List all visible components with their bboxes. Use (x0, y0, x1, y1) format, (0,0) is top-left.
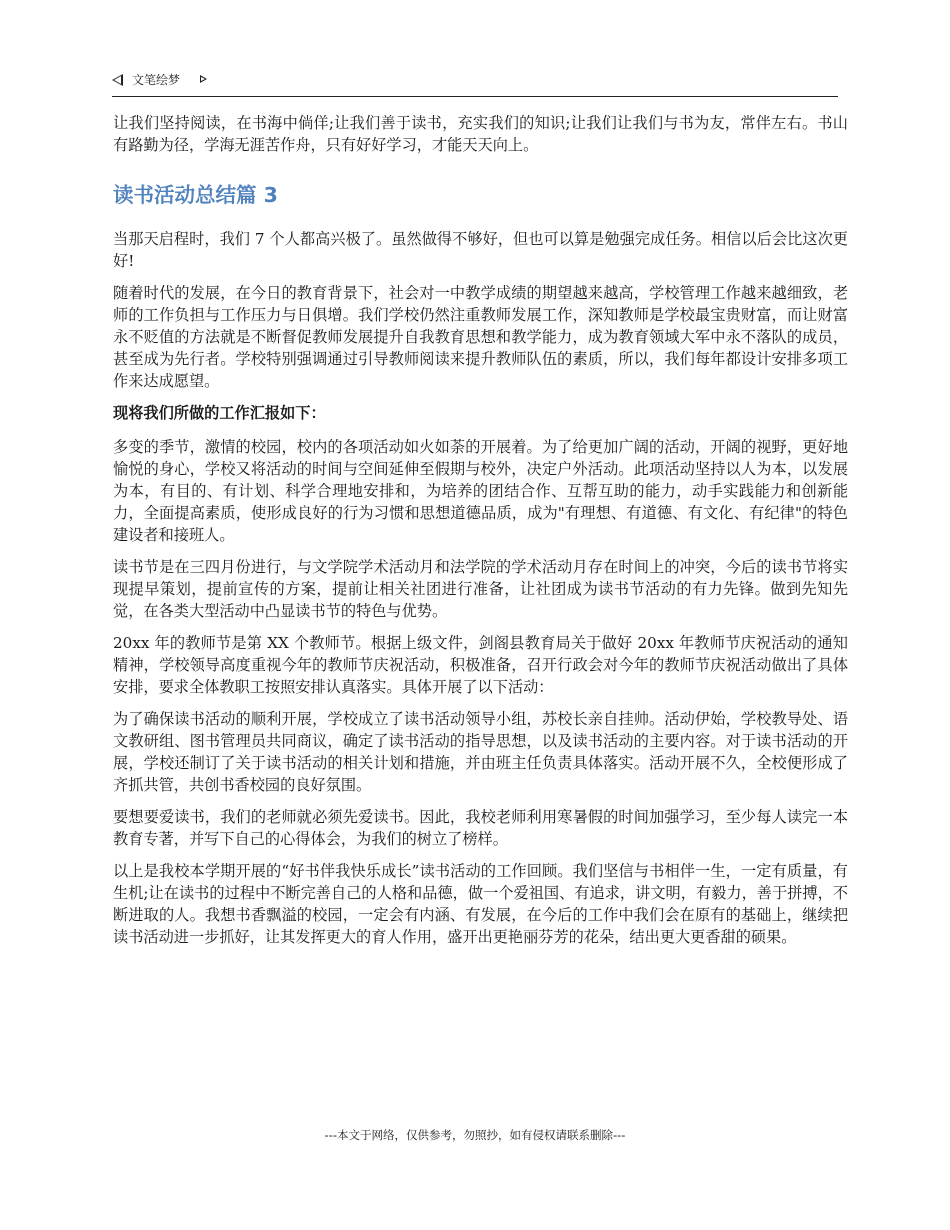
section-title: 读书活动总结篇 3 (113, 183, 278, 207)
paragraph: 读书节是在三四月份进行，与文学院学术活动月和法学院的学术活动月存在时间上的冲突，今后的读书节将实现提早策划，提前宣传的方案，提前让相关社团进行准备，让社团成为读书节活动的有力先锋。做到先知先觉，在各类大型活动中凸显读书节的特色与优势。 (113, 558, 848, 620)
paragraph: 当那天启程时，我们 7 个人都高兴极了。虽然做得不够好，但也可以算是勉强完成任务。相信以后会比这次更好! (113, 230, 848, 270)
paragraph: 多变的季节，激情的校园，校内的各项活动如火如荼的开展着。为了给更加广阔的活动，开阔的视野，更好地愉悦的身心，学校又将活动的时间与空间延伸至假期与校外，决定户外活动。此项活动坚持以人为本，以发展为本，有目的、有计划、科学合理地安排和，为培养的团结合作、互帮互助的能力，动手实践能力和创新能力，全面提高素质，使形成良好的行为习惯和思想道德品质，成为"有理想、有道德、有文化、有纪律"的特色建设者和接班人。 (113, 438, 848, 544)
page-footer-disclaimer: ---本文于网络，仅供参考，勿照抄，如有侵权请联系删除--- (324, 1128, 626, 1142)
report-lead-line: 现将我们所做的工作汇报如下： (113, 404, 326, 422)
intro-paragraph: 让我们坚持阅读，在书海中倘佯;让我们善于读书，充实我们的知识;让我们让我们与书为友，常伴左右。书山有路勤为径，学海无涯苦作舟，只有好好学习，才能天天向上。 (113, 114, 848, 154)
header-brand: 文笔绘梦 (132, 73, 181, 87)
document-body (113, 112, 848, 958)
left-triangle-icon (112, 74, 123, 86)
paragraph: 20xx 年的教师节是第 XX 个教师节。根据上级文件，剑阁县教育局关于做好 20xx 年教师节庆祝活动的通知精神，学校领导高度重视今年的教师节庆祝活动，积极准备，召开行政会对今年的教师节庆祝活动做出了具体安排，要求全体教职工按照安排认真落实。具体开展了以下活动： (113, 634, 848, 696)
right-triangle-icon (200, 75, 207, 83)
paragraph: 要想要爱读书，我们的老师就必须先爱读书。因此，我校老师利用寒暑假的时间加强学习，至少每人读完一本教育专著，并写下自己的心得体会，为我们的树立了榜样。 (113, 808, 848, 848)
paragraph: 以上是我校本学期开展的“好书伴我快乐成长”读书活动的工作回顾。我们坚信与书相伴一生，一定有质量，有生机;让在读书的过程中不断完善自己的人格和品德，做一个爱祖国、有追求，讲文明，有毅力，善于拼搏，不断进取的人。我想书香飘溢的校园，一定会有内涵、有发展，在今后的工作中我们会在原有的基础上，继续把读书活动进一步抓好，让其发挥更大的育人作用，盛开出更艳丽芬芳的花朵，结出更大更香甜的硕果。 (113, 862, 848, 946)
page-header (112, 72, 838, 97)
paragraph: 随着时代的发展，在今日的教育背景下，社会对一中教学成绩的期望越来越高，学校管理工作越来越细致，老师的工作负担与工作压力与日俱增。我们学校仍然注重教师发展工作，深知教师是学校最宝贵财富，而让财富永不贬值的方法就是不断督促教师发展提升自我教育思想和教学能力，成为教育领域大军中永不落队的成员，甚至成为先行者。学校特别强调通过引导教师阅读来提升教师队伍的素质，所以，我们每年都设计安排多项工作来达成愿望。 (113, 284, 848, 390)
paragraph: 为了确保读书活动的顺利开展，学校成立了读书活动领导小组，苏校长亲自挂帅。活动伊始，学校教导处、语文教研组、图书管理员共同商议，确定了读书活动的指导思想，以及读书活动的主要内容。对于读书活动的开展，学校还制订了关于读书活动的相关计划和措施，并由班主任负责具体落实。活动开展不久，全校便形成了齐抓共管，共创书香校园的良好氛围。 (113, 710, 848, 794)
